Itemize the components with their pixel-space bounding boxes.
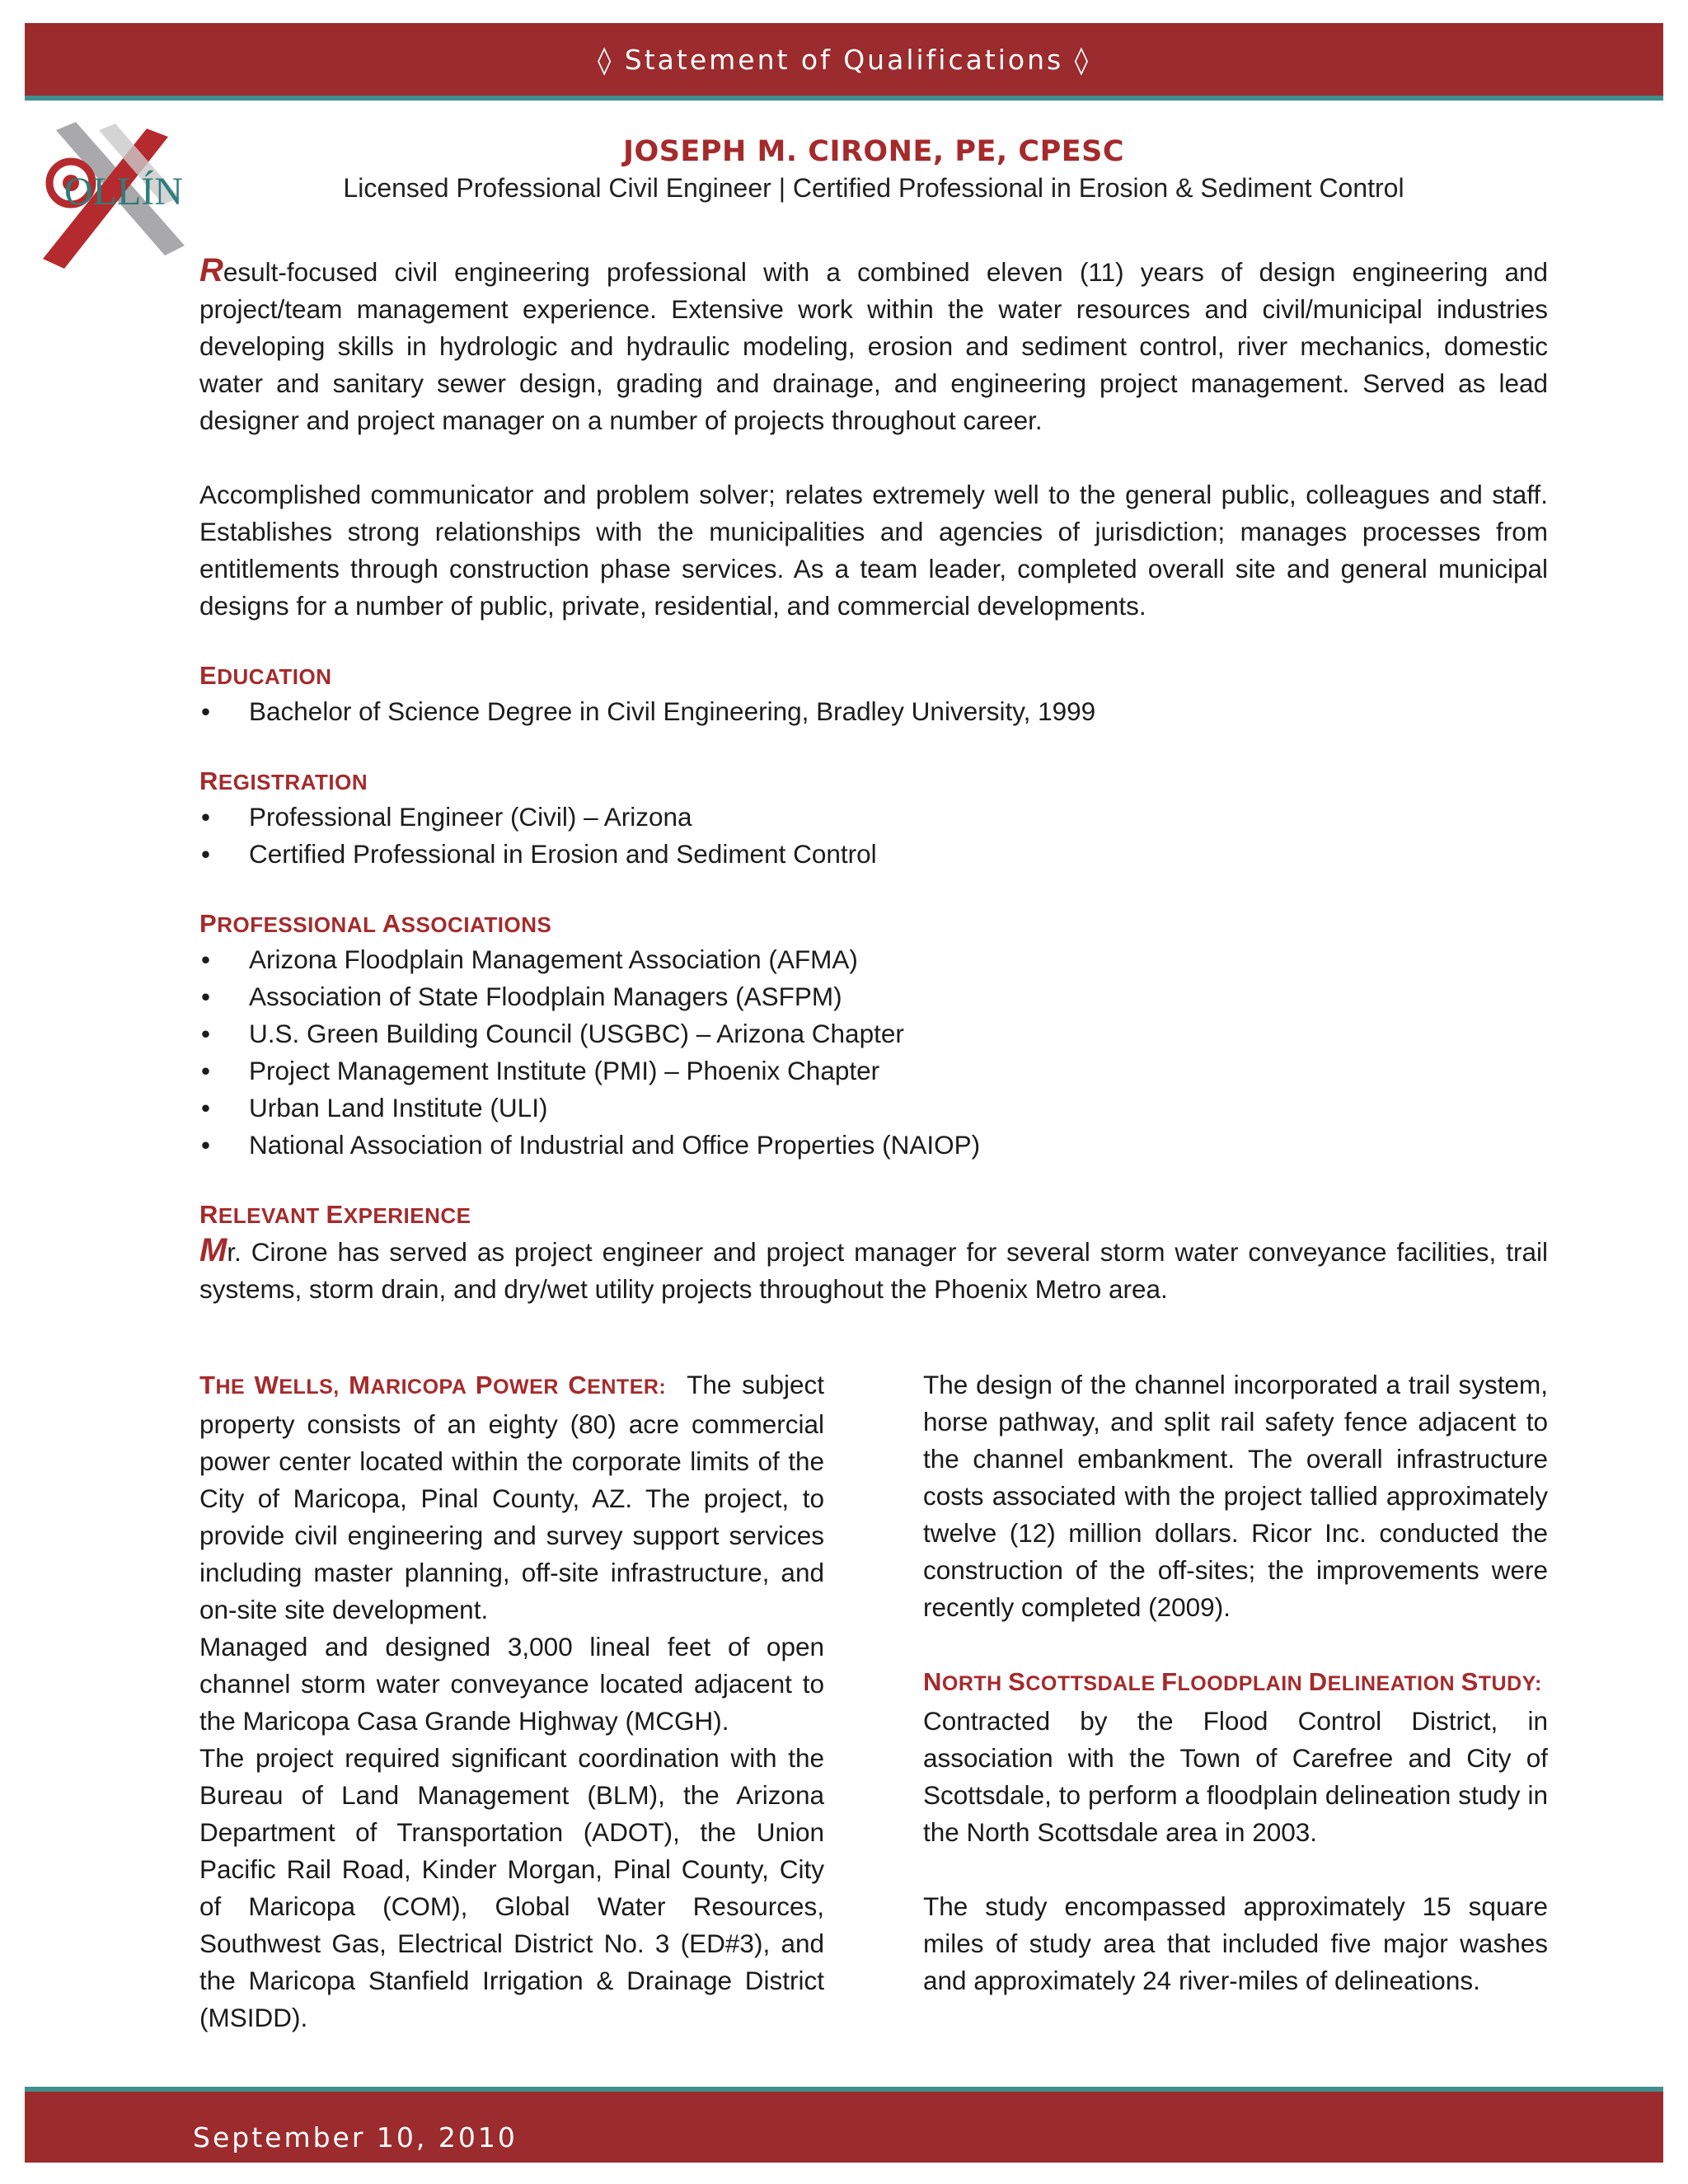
logo-text: OLLÍN [64,170,183,213]
wells-project-title: THE WELLS, MARICOPA POWER CENTER: [199,1371,667,1399]
list-item: • Professional Engineer (Civil) – Arizona [201,802,692,832]
associations-heading: PROFESSIONAL ASSOCIATIONS [199,909,552,938]
list-item: • Certified Professional in Erosion and Sediment Control [201,839,877,869]
list-item: • National Association of Industrial and Office Properties (NAIOP) [201,1130,981,1160]
scottsdale-paragraph-2: The study encompassed approximately 15 square miles of study area that included five major washes and approximately 24 river-miles of delineations. [923,1891,1548,1995]
registration-list [199,799,1548,873]
list-item: • Bachelor of Science Degree in Civil Engineering, Bradley University, 1999 [201,696,1096,726]
summary-paragraph-2: Accomplished communicator and problem solver; relates extremely well to the general public, colleagues and staff. Establishes strong relationships with the municipalities and agencies of jurisdiction; manages processes from entitlements through construction phase services. As a team leader, completed overall site and general municipal designs for a number of public, private, residential, and commercial developments. [199,480,1548,621]
wells-paragraph-2: Managed and designed 3,000 lineal feet of open channel storm water conveyance located adjacent to the Maricopa Casa Grande Highway (MCGH). [199,1632,824,1736]
education-heading: EDUCATION [199,661,332,690]
scottsdale-paragraph-1: Contracted by the Flood Control District, in association with the Town of Carefree and City of Scottsdale, to perform a floodplain delineation study in the North Scottsdale area in 2003. [923,1706,1548,1847]
list-item: • U.S. Green Building Council (USGBC) – Arizona Chapter [201,1019,904,1048]
left-column [199,1366,824,2036]
experience-drop-cap: M [199,1232,227,1268]
header-bar [25,23,1663,101]
summary-paragraph-1-text: esult-focused civil engineering professional with a combined eleven (11) years of design engineering and project/team management experience. Extensive work within the water resources and civil/municipal industries developing skills in hydrologic and hydraulic modeling, erosion and sediment control, river mechanics, domestic water and sanitary sewer design, grading and drainage, and engineering project management. Served as lead designer and project manager on a number of projects throughout career. [199,257,1548,435]
wells-paragraph-4: The design of the channel incorporated a trail system, horse pathway, and split rail safety fence adjacent to the channel embankment. The overall infrastructure costs associated with the project tallied approximately twelve (12) million dollars. Ricor Inc. conducted the construction of the off-sites; the improvements were recently completed (2009). [923,1370,1548,1622]
experience-heading: RELEVANT EXPERIENCE [199,1200,471,1229]
registration-heading: REGISTRATION [199,766,368,795]
summary-paragraph-1 [199,252,1548,439]
main-content [199,252,1548,1308]
scottsdale-project-title: NORTH SCOTTSDALE FLOODPLAIN DELINEATION STUDY: [923,1667,1542,1696]
list-item: • Urban Land Institute (ULI) [201,1093,548,1122]
footer-date: September 10, 2010 [193,2121,518,2154]
associations-list [199,941,1548,1164]
list-item: • Arizona Floodplain Management Association (AFMA) [201,944,858,974]
name-block [198,135,1550,204]
project-columns [199,1366,1548,2036]
wells-paragraph-3: The project required significant coordination with the Bureau of Land Management (BLM), the Arizona Department of Transportation (ADOT), the Union Pacific Rail Road, Kinder Morgan, Pinal County, City of Maricopa (COM), Global Water Resources, Southwest Gas, Electrical District No. 3 (ED#3), and the Maricopa Stanfield Irrigation & Drainage District (MSIDD). [199,1743,824,2032]
wells-paragraph-1: THE WELLS, MARICOPA POWER CENTER: The subject property consists of an eighty (80) acre commercial power center located within the corporate limits of the City of Maricopa, Pinal County, AZ. The project, to provide civil engineering and survey support services including master planning, off-site infrastructure, and on-site site development. [199,1370,824,1624]
education-list [199,693,1548,730]
list-item: • Project Management Institute (PMI) – Phoenix Chapter [201,1056,880,1085]
experience-intro: Mr. Cirone has served as project engineer and project manager for several storm water conveyance facilities, trail systems, storm drain, and dry/wet utility projects throughout the Phoenix Metro area. [199,1232,1548,1304]
header-title: ◊ Statement of Qualifications ◊ [597,43,1091,76]
list-item: • Association of State Floodplain Managers (ASFPM) [201,982,842,1011]
person-name: JOSEPH M. CIRONE, PE, CPESC [622,135,1125,168]
right-column [923,1366,1548,2036]
person-subtitle: Licensed Professional Civil Engineer | Certified Professional in Erosion & Sediment Control [343,173,1404,203]
summary-drop-cap: R [199,252,223,288]
ollin-logo [23,122,185,270]
